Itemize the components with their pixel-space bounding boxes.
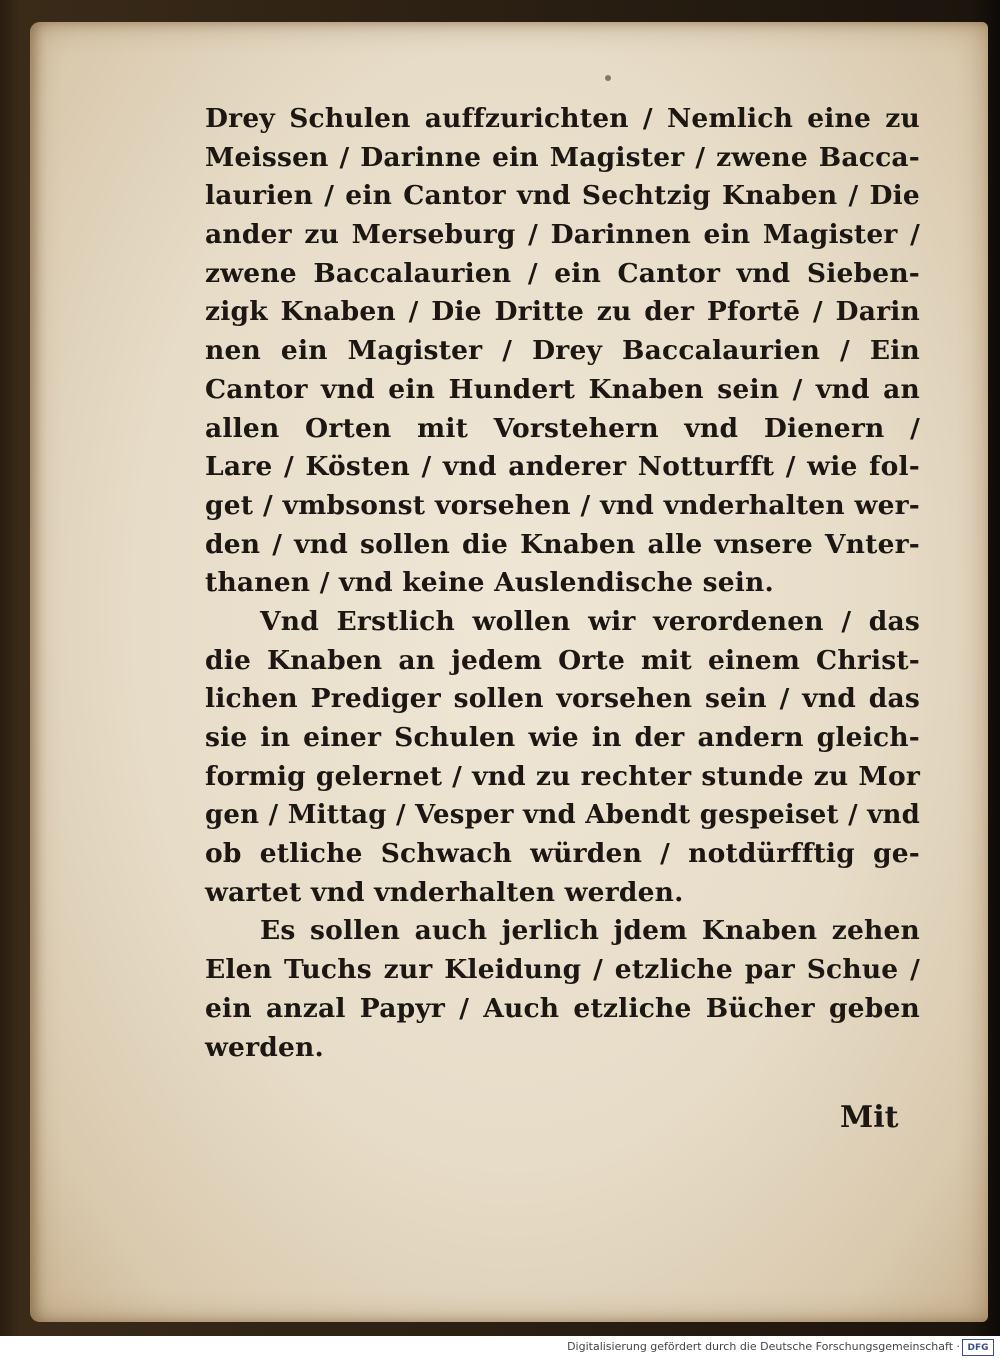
text-line: Meissen / Darinne ein Magister / zwene Bacca- xyxy=(205,141,920,173)
text-line: zwene Baccalaurien / ein Cantor vnd Sieben- xyxy=(205,257,920,289)
text-line: formig gelernet / vnd zu rechter stunde zu Mor xyxy=(205,760,920,792)
footer-bar xyxy=(0,1336,1000,1359)
text-line: werden. xyxy=(205,1031,324,1063)
text-line: zigk Knaben / Die Dritte zu der Pfortē / Darin xyxy=(205,296,920,328)
text-line: lichen Prediger sollen vorsehen sein / vnd das xyxy=(205,683,920,715)
text-line: Drey Schulen auffzurichten / Nemlich eine zu xyxy=(205,103,920,134)
text-line: Lare / Kösten / vnd anderer Notturfft / wie fol- xyxy=(205,451,920,483)
text-line: laurien / ein Cantor vnd Sechtzig Knaben / Die xyxy=(205,180,920,212)
text-line: die Knaben an jedem Orte mit einem Christ- xyxy=(205,644,920,676)
text-line: wartet vnd vnderhalten werden. xyxy=(205,876,684,908)
body-text xyxy=(205,100,920,1067)
text-line: ob etliche Schwach würden / notdürfftig ge- xyxy=(205,838,920,870)
text-line: Cantor vnd ein Hundert Knaben sein / vnd an xyxy=(205,373,920,405)
text-line: sie in einer Schulen wie in der andern gleich- xyxy=(205,722,920,753)
catchword: Mit xyxy=(840,1100,899,1135)
text-line: allen Orten mit Vorstehern vnd Dienern / xyxy=(205,412,920,444)
text-line: get / vmbsonst vorsehen / vnd vnderhalten wer- xyxy=(205,489,920,521)
text-line: Elen Tuchs zur Kleidung / etzliche par Schue / xyxy=(205,954,920,986)
text-line: Vnd Erstlich wollen wir verordenen / das xyxy=(260,605,920,637)
text-line: gen / Mittag / Vesper vnd Abendt gespeiset / vnd xyxy=(205,800,920,831)
text-line: ein anzal Papyr / Auch etzliche Bücher geben xyxy=(205,992,920,1024)
funding-credit: Digitalisierung gefördert durch die Deutsche Forschungsgemeinschaft · xyxy=(567,1340,960,1353)
text-line: ander zu Merseburg / Darinnen ein Magister / xyxy=(205,219,920,251)
dfg-logo: DFG xyxy=(962,1339,994,1356)
text-line: nen ein Magister / Drey Baccalaurien / Ein xyxy=(205,335,920,367)
text-line: den / vnd sollen die Knaben alle vnsere Vnter- xyxy=(205,528,920,560)
text-line: Es sollen auch jerlich jdem Knaben zehen xyxy=(260,915,920,947)
paper-spot xyxy=(605,75,611,81)
text-line: thanen / vnd keine Auslendische sein. xyxy=(205,567,774,599)
